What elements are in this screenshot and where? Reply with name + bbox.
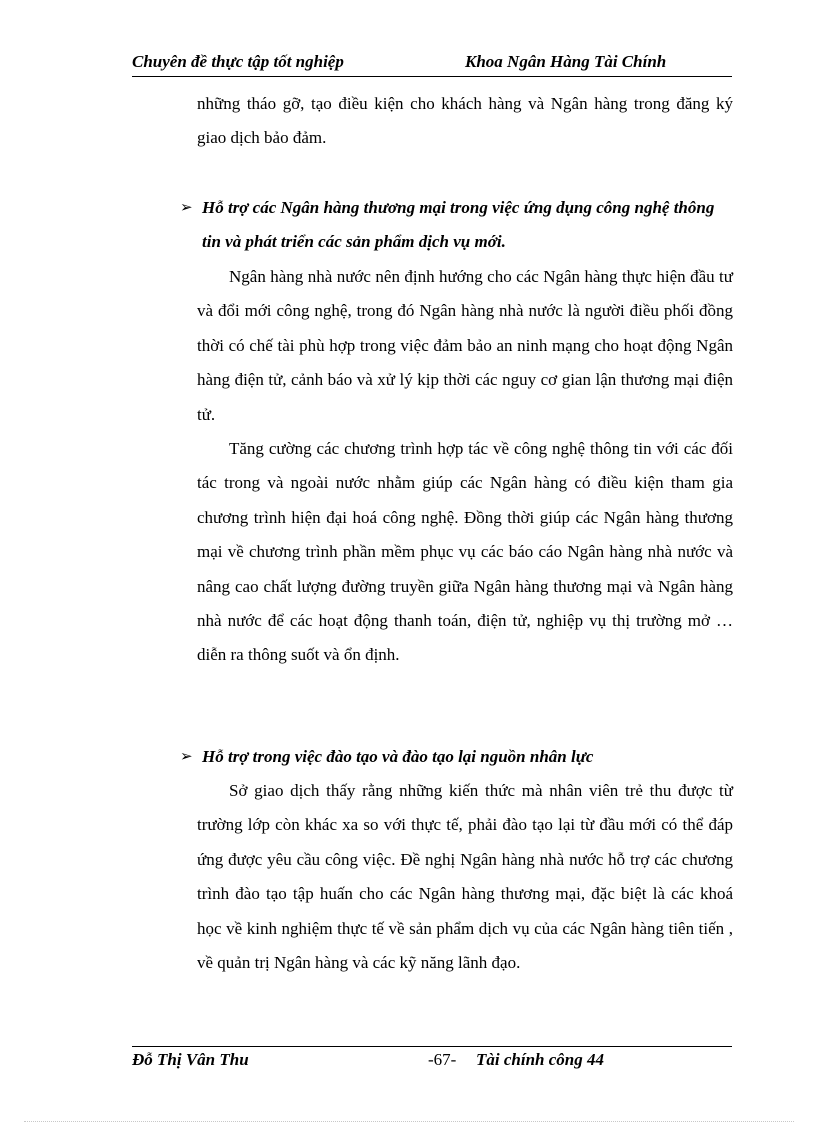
footer-author: Đỗ Thị Vân Thu: [132, 1050, 249, 1069]
section2-paragraph-1: Sở giao dịch thấy rằng những kiến thức mà nhân viên trẻ thu được từ trường lớp còn khác xa so với thực tế, phải đào tạo lại từ đầu mới có thể đáp ứng được yêu cầu công việc. Đề nghị Ngân hàng nhà nước hỗ trợ các chương trình đào tạo tập huấn cho các Ngân hàng thương mại, đặc biệt là các khoá học về kinh nghiệm thực tế về sản phẩm dịch vụ của các Ngân hàng tiên tiến , về quản trị Ngân hàng và các kỹ năng lãnh đạo.: [197, 781, 733, 973]
page-bottom-dotted-border: [24, 1121, 794, 1122]
footer-divider: [132, 1046, 732, 1047]
page-header: [132, 52, 732, 77]
section1-paragraph-1: Ngân hàng nhà nước nên định hướng cho các Ngân hàng thực hiện đầu tư và đổi mới công nghệ, trong đó Ngân hàng nhà nước là người điều phối đồng thời có chế tài phù hợp trong việc đảm bảo an ninh mạng cho hoạt động Ngân hàng điện tử, cảnh báo và xử lý kịp thời các nguy cơ gian lận thương mại điện tử.: [197, 267, 733, 424]
section2-heading-block: [180, 740, 733, 774]
section2-heading: Hỗ trợ trong việc đào tạo và đào tạo lại nguồn nhân lực: [202, 747, 594, 766]
header-doc-title: Chuyên đề thực tập tốt nghiệp: [132, 52, 344, 71]
arrow-bullet-icon: ➢: [180, 200, 193, 216]
arrow-bullet-icon: ➢: [180, 749, 193, 765]
section1-paragraph-2: Tăng cường các chương trình hợp tác về công nghệ thông tin với các đối tác trong và ngoài nước nhằm giúp các Ngân hàng có điều kiện tham gia chương trình hiện đại hoá công nghệ. Đồng thời giúp các Ngân hàng thương mại về chương trình phần mềm phục vụ các báo cáo Ngân hàng nhà nước và nâng cao chất lượng đường truyền giữa Ngân hàng thương mại và Ngân hàng nhà nước để các hoạt động thanh toán, điện tử, nghiệp vụ thị trường mở …diễn ra thông suốt và ổn định.: [197, 439, 733, 665]
footer-class: Tài chính công 44: [476, 1050, 604, 1069]
header-department: Khoa Ngân Hàng Tài Chính: [465, 52, 667, 71]
section1-heading-block: [180, 191, 733, 260]
section1-heading: Hỗ trợ các Ngân hàng thương mại trong việc ứng dụng công nghệ thông tin và phát triển các sản phẩm dịch vụ mới.: [202, 198, 715, 252]
page-number: -67-: [428, 1050, 457, 1069]
intro-paragraph: những tháo gỡ, tạo điều kiện cho khách hàng và Ngân hàng trong đăng ký giao dịch bảo đảm.: [197, 94, 733, 148]
